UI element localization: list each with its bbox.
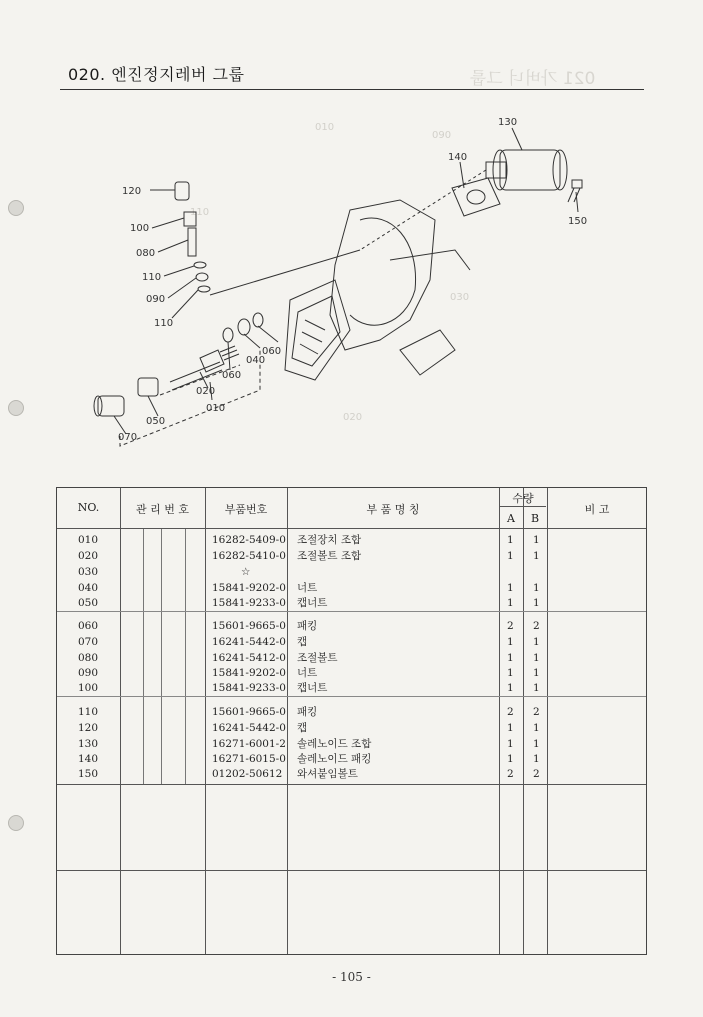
- cell-qty-a: 2: [507, 768, 514, 780]
- cell-part-no: 16282-5409-0: [212, 534, 286, 546]
- cell-qty-b: 1: [533, 534, 540, 546]
- page-title: 020. 엔진정지레버 그룹: [68, 65, 245, 84]
- cell-part-no: 15601-9665-0: [212, 706, 286, 718]
- cell-qty-b: 1: [533, 550, 540, 562]
- callout-040: 040: [246, 355, 266, 366]
- cell-part-name: 조절볼트 조합: [297, 550, 362, 562]
- callout-130: 130: [498, 117, 518, 128]
- parts-table: [56, 487, 647, 955]
- cell-qty-b: 1: [533, 722, 540, 734]
- header-part-no: 부품번호: [224, 503, 268, 516]
- cell-qty-b: 1: [533, 667, 540, 679]
- callout-070: 070: [118, 432, 138, 443]
- cell-qty-b: 1: [533, 652, 540, 664]
- title-rule: [60, 89, 644, 90]
- callout-060: 060: [262, 346, 282, 357]
- cell-no: 020: [78, 550, 99, 562]
- cell-qty-a: 2: [507, 620, 514, 632]
- faint-label: 090: [432, 130, 452, 141]
- cell-no: 090: [78, 667, 99, 679]
- header-mgmt: 관 리 번 호: [136, 503, 189, 516]
- callout-060b: 060: [222, 370, 242, 381]
- callout-140: 140: [448, 152, 468, 163]
- cell-part-no: 15841-9233-0: [212, 597, 286, 609]
- cell-part-name: 솔레노이드 조합: [297, 738, 372, 750]
- solenoid-body: [500, 150, 560, 190]
- cell-qty-b: 1: [533, 753, 540, 765]
- cell-part-name: 패킹: [297, 706, 318, 718]
- cell-part-name: 캡너트: [297, 597, 328, 609]
- cell-part-no: 16241-5442-0: [212, 636, 286, 648]
- cell-qty-a: 1: [507, 636, 514, 648]
- cell-no: 130: [78, 738, 99, 750]
- cell-no: 120: [78, 722, 99, 734]
- cell-part-no: 16241-5412-0: [212, 652, 286, 664]
- callout-110: 110: [142, 272, 162, 283]
- cell-part-name: 너트: [297, 582, 318, 594]
- exploded-parts-diagram: [60, 100, 644, 470]
- adjusting-bolt: [170, 362, 220, 382]
- cell-qty-a: 2: [507, 706, 514, 718]
- engine-housing: [330, 200, 435, 350]
- cell-part-no: 15841-9202-0: [212, 582, 286, 594]
- callout-020: 020: [196, 386, 216, 397]
- callout-010: 010: [206, 403, 226, 414]
- cell-part-no: 16241-5442-0: [212, 722, 286, 734]
- header-qty: 수량: [512, 492, 534, 505]
- cell-qty-b: 2: [533, 768, 540, 780]
- callout-100: 100: [130, 223, 150, 234]
- cell-qty-a: 1: [507, 738, 514, 750]
- cell-qty-a: 1: [507, 652, 514, 664]
- callout-120: 120: [122, 186, 142, 197]
- cell-part-no: 16282-5410-0: [212, 550, 286, 562]
- binder-hole-middle: [8, 400, 24, 416]
- cell-qty-b: 2: [533, 706, 540, 718]
- cell-part-name: 패킹: [297, 620, 318, 632]
- page-number: - 105 -: [332, 970, 371, 984]
- cell-part-name: 솔레노이드 패킹: [297, 753, 372, 765]
- cell-part-no: 15601-9665-0: [212, 620, 286, 632]
- cell-qty-b: 1: [533, 597, 540, 609]
- cell-qty-b: 2: [533, 620, 540, 632]
- cell-part-no: ☆: [241, 566, 251, 578]
- cell-part-no: 16271-6015-0: [212, 753, 286, 765]
- cell-part-name: 조절장치 조합: [297, 534, 362, 546]
- cell-part-no: 01202-50612: [212, 768, 283, 780]
- cell-no: 050: [78, 597, 99, 609]
- cell-part-no: 15841-9233-0: [212, 682, 286, 694]
- cap-part: [175, 182, 189, 200]
- cell-part-no: 16271-6001-2: [212, 738, 286, 750]
- header-qty-a: A: [507, 512, 515, 525]
- faint-label: 020: [343, 412, 363, 423]
- callout-090: 090: [146, 294, 166, 305]
- header-part-name: 부 품 명 칭: [366, 503, 420, 516]
- cell-no: 110: [78, 706, 99, 718]
- cell-part-name: 캡너트: [297, 682, 328, 694]
- cell-part-name: 너트: [297, 667, 318, 679]
- header-qty-b: B: [530, 512, 540, 525]
- cell-no: 060: [78, 620, 99, 632]
- cell-no: 030: [78, 566, 99, 578]
- gear-cover: [285, 280, 350, 380]
- faint-label: 110: [190, 207, 210, 218]
- cell-part-name: 캡: [297, 636, 308, 648]
- cell-qty-b: 1: [533, 582, 540, 594]
- cell-no: 080: [78, 652, 99, 664]
- header-no: NO.: [77, 501, 100, 514]
- faint-label: 010: [315, 122, 335, 133]
- cell-qty-a: 1: [507, 667, 514, 679]
- cell-qty-a: 1: [507, 682, 514, 694]
- bleed-through-title: 021 가버너 그룹: [470, 69, 596, 89]
- cell-part-name: 와셔붙임볼트: [297, 768, 358, 780]
- cell-no: 100: [78, 682, 99, 694]
- faint-label: 030: [450, 292, 470, 303]
- callout-050: 050: [146, 416, 166, 427]
- callout-150: 150: [568, 216, 588, 227]
- header-remarks: 비 고: [584, 503, 610, 516]
- cell-part-name: 캡: [297, 722, 308, 734]
- callout-080: 080: [136, 248, 156, 259]
- cell-qty-a: 1: [507, 582, 514, 594]
- cell-qty-b: 1: [533, 636, 540, 648]
- cell-no: 010: [78, 534, 99, 546]
- cell-part-name: 조절볼트: [297, 652, 338, 664]
- solenoid-packing: [452, 178, 500, 216]
- cell-qty-a: 1: [507, 722, 514, 734]
- binder-hole-top: [8, 200, 24, 216]
- binder-hole-bottom: [8, 815, 24, 831]
- cell-qty-a: 1: [507, 550, 514, 562]
- cell-no: 070: [78, 636, 99, 648]
- cell-qty-b: 1: [533, 682, 540, 694]
- cell-part-no: 15841-9202-0: [212, 667, 286, 679]
- cell-qty-a: 1: [507, 753, 514, 765]
- cell-qty-a: 1: [507, 597, 514, 609]
- cell-qty-a: 1: [507, 534, 514, 546]
- cell-no: 150: [78, 768, 99, 780]
- cell-no: 140: [78, 753, 99, 765]
- cell-no: 040: [78, 582, 99, 594]
- callout-110b: 110: [154, 318, 174, 329]
- cell-qty-b: 1: [533, 738, 540, 750]
